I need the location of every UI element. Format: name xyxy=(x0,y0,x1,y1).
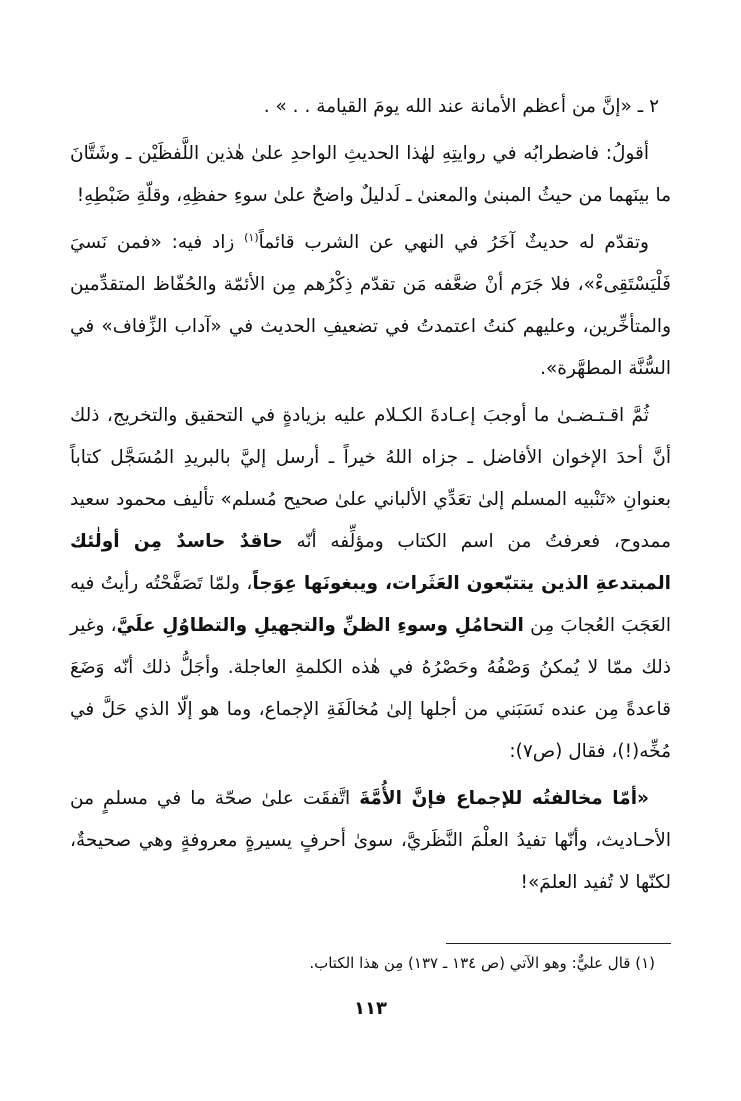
paragraph-5 xyxy=(70,778,671,904)
paragraph-3-text-before: وتقدّم له حديثٌ آخَرُ في النهي عن الشرب قائماً xyxy=(258,232,649,253)
paragraph-3 xyxy=(70,222,671,390)
paragraph-4-text-before: ثُمَّ اقـتـضـىٰ ما أوجبَ إعـادةَ الكـلام عليه بزيادةٍ في التحقيق والتخريج، ذلك أنَّ أحدَ الإخوان الأفاضل ـ جزاه اللهُ خيراً ـ أرسل إليَّ بالبريدِ المُسَجَّل كتاباً بعنوانِ «تَنْبيه المسلم إلىٰ تعَدِّي الألباني علىٰ صحيح مُسلم» تأليف محمود سعيد ممدوح، فعرفتُ من اسم الكتاب ومؤلِّفه أنّه xyxy=(70,405,671,552)
paragraph-4-text-mid: ، ولمّا تَصَفَّحْتُه رأيتُ فيه العَجَبَ العُجابَ مِن xyxy=(70,573,672,636)
paragraph-1-text: ٢ ـ «إنَّ من أعظم الأمانة عند الله يومَ القيامة . . » . xyxy=(263,96,659,117)
page-number: ١١٣ xyxy=(354,998,387,1019)
paragraph-1 xyxy=(70,86,671,128)
footnote-reference: (١) xyxy=(244,230,259,244)
paragraph-4-bold-1: حاقدٌ حاسدٌ مِن أولٰئك المبتدعةِ الذين يتتبّعون العَثَرات، ويبغونَها عِوَجاً xyxy=(70,531,671,594)
footnote-divider xyxy=(446,943,671,944)
page-body xyxy=(70,86,671,909)
paragraph-2 xyxy=(70,133,671,217)
paragraph-4-text-after: ، وغير ذلك ممّا لا يُمكنُ وَصْفُهُ وحَصْرُهُ في هٰذه الكلمةِ العاجلة. وأجَلُّ ذلك أنّه وَضَعَ قاعدةً مِن عنده نَسَبَني من أجلها إلىٰ مُخالَفَةِ الإجماع، وما هو إلّا الذي حَلَّ في مُخِّه(!)، فقال (ص٧): xyxy=(70,615,671,762)
paragraph-3-text-after: زاد فيه: «فمن نَسيَ فَلْيَسْتَقِىءْ»، فلا جَرَم أنْ ضعَّفه مَن تقدّم ذِكْرُهم مِن الأئمّة والحُفّاظ المتقدِّمين والمتأخِّرين، وعليهم كنتُ اعتمدتُ في تضعيفِ الحديث في «آداب الزِّفاف» في السُّنَّة المطهَّرة». xyxy=(70,232,671,379)
paragraph-5-bold: «أمّا مخالفتُه للإجماع فإنَّ الأُمَّةَ xyxy=(359,788,649,809)
paragraph-4 xyxy=(70,395,671,773)
paragraph-5-text-after: اتَّفقَت علىٰ صحّة ما في مسلمٍ من الأحـاديث، وأنّها تفيدُ العلْمَ النَّظَريَّ، سوىٰ أحرفٍ يسيرةٍ معروفةٍ وهي صحيحةٌ، لكنّها لا تُفيد العلمَ»! xyxy=(70,788,671,893)
paragraph-4-bold-2: التحامُلِ وسوءِ الظنِّ والتجهيلِ والتطاوُلِ علَيَّ xyxy=(116,615,524,636)
paragraph-2-text: أقولُ: فاضطرابُه في روايتِهِ لهٰذا الحديثِ الواحدِ علىٰ هٰذين اللَّفظَيْن ـ وشَتَّانَ ما بينَهما من حيثُ المبنىٰ والمعنىٰ ـ لَدليلٌ واضحٌ علىٰ سوءِ حفظِهِ، وقلّةِ ضَبْطِهِ! xyxy=(70,143,671,206)
footnote: (١) قال عليٌّ: وهو الآتي (ص ١٣٤ ـ ١٣٧) مِن هذا الكتاب. xyxy=(309,954,655,972)
